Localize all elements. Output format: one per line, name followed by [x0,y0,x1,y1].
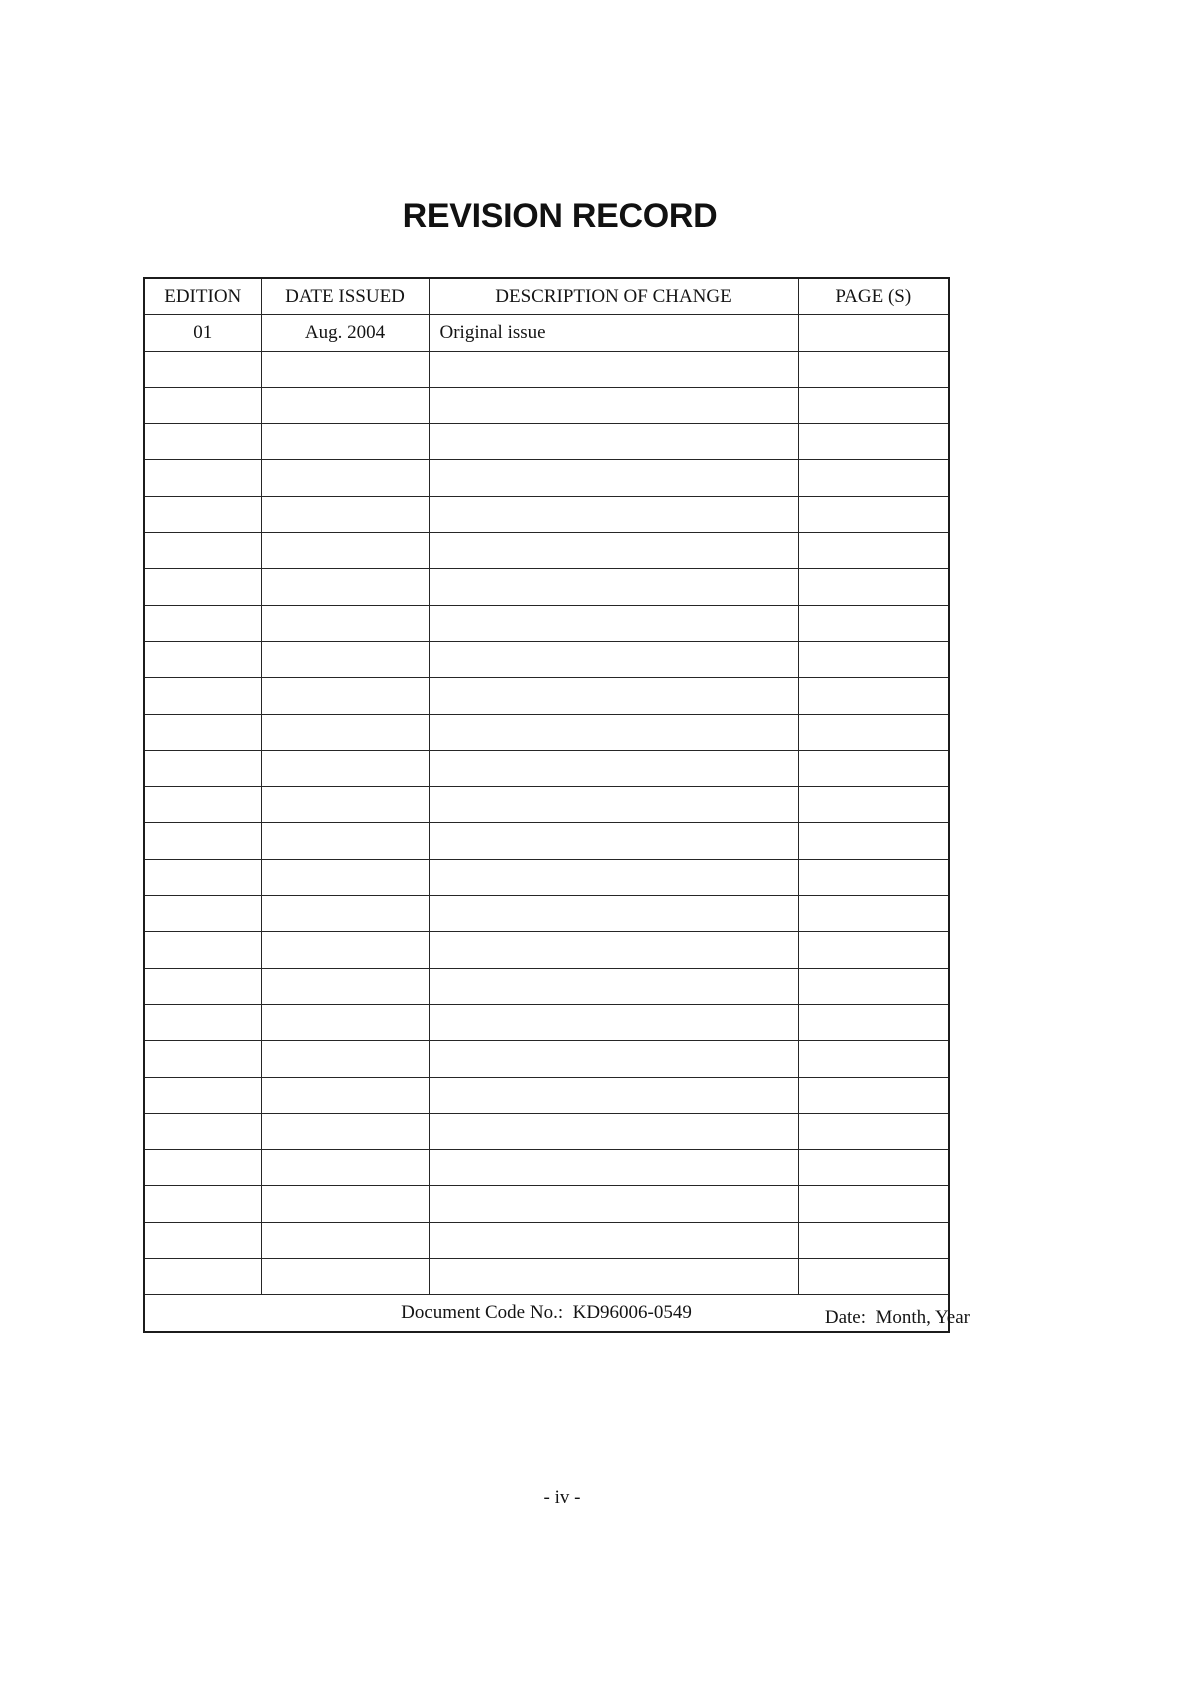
description-cell [429,1222,798,1258]
edition-cell [144,714,261,750]
date-issued-cell [261,641,429,677]
date-issued-cell [261,714,429,750]
description-cell [429,1113,798,1149]
date-issued-cell [261,351,429,387]
table-row [144,968,949,1004]
date-issued-cell [261,605,429,641]
edition-cell [144,1041,261,1077]
pages-cell [798,1222,949,1258]
page-number: - iv - [543,1487,581,1508]
description-cell [429,787,798,823]
date-issued-cell: Aug. 2004 [261,315,429,351]
pages-cell [798,750,949,786]
date-issued-cell [261,496,429,532]
table-row [144,1186,949,1222]
table-row [144,896,949,932]
date-issued-cell [261,1150,429,1186]
edition-cell [144,460,261,496]
date-issued-cell [261,1077,429,1113]
pages-cell [798,533,949,569]
edition-cell [144,750,261,786]
edition-cell [144,1113,261,1149]
edition-cell [144,605,261,641]
table-row [144,533,949,569]
edition-cell [144,932,261,968]
table-row [144,496,949,532]
page-title: REVISION RECORD [402,197,718,235]
description-cell [429,1259,798,1295]
description-cell [429,533,798,569]
header-pages: PAGE (S) [798,278,949,315]
description-cell [429,932,798,968]
date-issued-cell [261,1041,429,1077]
description-cell [429,823,798,859]
description-cell [429,714,798,750]
edition-cell [144,387,261,423]
edition-cell [144,678,261,714]
date-issued-cell [261,1113,429,1149]
table-row [144,859,949,895]
header-row [144,278,949,315]
pages-cell [798,424,949,460]
table-row [144,387,949,423]
date-issued-cell [261,460,429,496]
table-header [144,278,949,315]
description-cell [429,387,798,423]
table-body [144,315,949,1295]
date-issued-cell [261,968,429,1004]
pages-cell [798,1113,949,1149]
description-cell [429,569,798,605]
revision-table [143,277,950,1333]
pages-cell [798,641,949,677]
pages-cell [798,351,949,387]
table-row [144,424,949,460]
edition-cell [144,351,261,387]
edition-cell [144,569,261,605]
description-cell [429,678,798,714]
table-row [144,1222,949,1258]
document-code: Document Code No.: KD96006-0549 [144,1295,949,1333]
pages-cell [798,859,949,895]
table-row [144,460,949,496]
date-issued-cell [261,932,429,968]
date-issued-cell [261,1186,429,1222]
edition-cell [144,424,261,460]
date-issued-cell [261,569,429,605]
table-row [144,605,949,641]
pages-cell [798,896,949,932]
table-row [144,787,949,823]
pages-cell [798,605,949,641]
pages-cell [798,460,949,496]
pages-cell [798,569,949,605]
edition-cell [144,533,261,569]
description-cell [429,496,798,532]
header-description: DESCRIPTION OF CHANGE [429,278,798,315]
description-cell [429,1004,798,1040]
date-note: Date: Month, Year [824,1307,970,1328]
description-cell: Original issue [429,315,798,351]
table-row [144,750,949,786]
table-row [144,678,949,714]
edition-cell [144,496,261,532]
description-cell [429,351,798,387]
description-cell [429,1041,798,1077]
edition-cell [144,641,261,677]
table-row [144,1004,949,1040]
date-issued-cell [261,896,429,932]
table-row [144,932,949,968]
description-cell [429,896,798,932]
description-cell [429,641,798,677]
description-cell [429,605,798,641]
description-cell [429,968,798,1004]
edition-cell [144,896,261,932]
pages-cell [798,1186,949,1222]
edition-cell [144,1150,261,1186]
table-row [144,714,949,750]
header-edition: EDITION [144,278,261,315]
date-issued-cell [261,750,429,786]
pages-cell [798,714,949,750]
table-row [144,1150,949,1186]
table-row [144,823,949,859]
date-issued-cell [261,1004,429,1040]
description-cell [429,424,798,460]
edition-cell: 01 [144,315,261,351]
edition-cell [144,1222,261,1258]
description-cell [429,460,798,496]
date-issued-cell [261,859,429,895]
header-date-issued: DATE ISSUED [261,278,429,315]
edition-cell [144,787,261,823]
pages-cell [798,1259,949,1295]
description-cell [429,1186,798,1222]
pages-cell [798,968,949,1004]
pages-cell [798,787,949,823]
edition-cell [144,823,261,859]
pages-cell [798,678,949,714]
pages-cell [798,1077,949,1113]
date-issued-cell [261,387,429,423]
pages-cell [798,823,949,859]
edition-cell [144,1186,261,1222]
edition-cell [144,1077,261,1113]
edition-cell [144,1004,261,1040]
pages-cell [798,387,949,423]
date-issued-cell [261,424,429,460]
date-issued-cell [261,1222,429,1258]
date-issued-cell [261,787,429,823]
table-row [144,1259,949,1295]
table-row [144,1077,949,1113]
description-cell [429,859,798,895]
edition-cell [144,968,261,1004]
date-issued-cell [261,823,429,859]
pages-cell [798,1004,949,1040]
table-row [144,315,949,351]
description-cell [429,1150,798,1186]
date-issued-cell [261,1259,429,1295]
description-cell [429,750,798,786]
pages-cell [798,1150,949,1186]
table-row [144,641,949,677]
pages-cell [798,1041,949,1077]
edition-cell [144,859,261,895]
table-row [144,351,949,387]
pages-cell [798,496,949,532]
description-cell [429,1077,798,1113]
date-issued-cell [261,678,429,714]
table-row [144,1113,949,1149]
pages-cell [798,315,949,351]
table-row [144,1041,949,1077]
pages-cell [798,932,949,968]
edition-cell [144,1259,261,1295]
date-issued-cell [261,533,429,569]
table-row [144,569,949,605]
